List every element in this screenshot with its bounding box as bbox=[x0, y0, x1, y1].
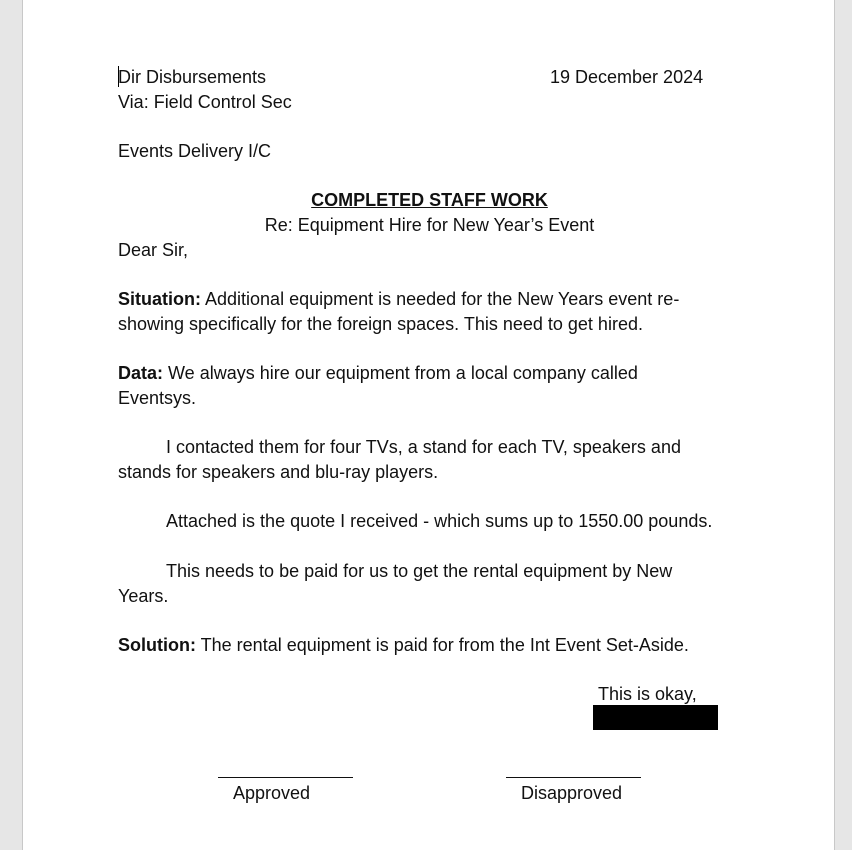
memo-date: 19 December 2024 bbox=[550, 67, 704, 87]
memo-heading: COMPLETED STAFF WORK bbox=[311, 190, 548, 210]
situation-text-2: showing specifically for the foreign spaces. This need to get hired. bbox=[118, 314, 643, 334]
quote-paragraph: Attached is the quote I received - which sums up to 1550.00 pounds. bbox=[166, 511, 713, 531]
solution-label: Solution: bbox=[118, 635, 196, 655]
approved-signature-line bbox=[218, 777, 353, 778]
data-label: Data: bbox=[118, 363, 164, 383]
approved-label: Approved bbox=[233, 783, 311, 803]
document-page bbox=[22, 0, 835, 850]
contact-paragraph-2: stands for speakers and blu-ray players. bbox=[118, 462, 439, 482]
data-text-1: We always hire our equipment from a local company called bbox=[163, 363, 638, 383]
sender: Events Delivery I/C bbox=[118, 141, 272, 161]
via-line: Via: Field Control Sec bbox=[118, 92, 292, 112]
payment-paragraph-2: Years. bbox=[118, 586, 169, 606]
disapproved-signature-line bbox=[506, 777, 641, 778]
data-text-2: Eventsys. bbox=[118, 388, 197, 408]
memo-subject: Re: Equipment Hire for New Year’s Event bbox=[264, 215, 595, 235]
situation-paragraph bbox=[118, 287, 679, 312]
signoff-note: This is okay, bbox=[598, 684, 697, 704]
payment-paragraph-1: This needs to be paid for us to get the rental equipment by New bbox=[166, 561, 673, 581]
redacted-signature bbox=[593, 705, 718, 730]
disapproved-label: Disapproved bbox=[521, 783, 623, 803]
contact-paragraph-1: I contacted them for four TVs, a stand for each TV, speakers and bbox=[166, 437, 681, 457]
situation-label: Situation: bbox=[118, 289, 201, 309]
solution-text: The rental equipment is paid for from the Int Event Set-Aside. bbox=[195, 635, 689, 655]
data-paragraph bbox=[118, 361, 638, 386]
salutation: Dear Sir, bbox=[118, 240, 189, 260]
situation-text-1: Additional equipment is needed for the New Years event re- bbox=[201, 289, 680, 309]
recipient: Dir Disbursements bbox=[118, 67, 267, 87]
solution-paragraph bbox=[118, 633, 689, 658]
